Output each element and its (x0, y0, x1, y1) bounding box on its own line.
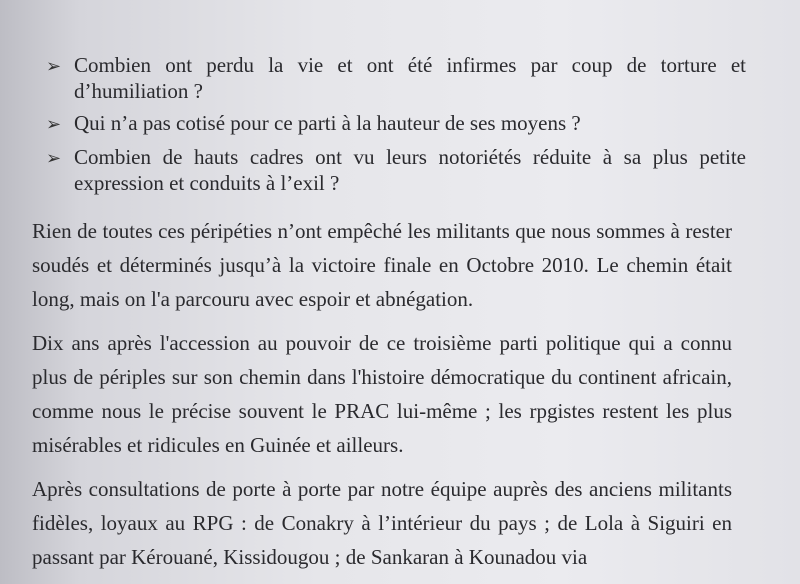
bullet-item (46, 110, 746, 138)
body-text (32, 214, 732, 584)
bullet-item (46, 52, 746, 104)
arrowhead-bullet-icon: ➢ (46, 148, 62, 168)
arrowhead-bullet-icon: ➢ (46, 114, 62, 134)
paragraph: Après consultations de porte à porte par notre équipe auprès des anciens militants fidèles, loyaux au RPG : de Conakry à l’intérieur du pays ; de Lola à Siguiri en passant par Kérouané, Kissidougou ; de Sankaran à Kounadou via (32, 477, 732, 569)
arrowhead-bullet-icon: ➢ (46, 56, 62, 76)
bullet-text: Combien de hauts cadres ont vu leurs notoriétés réduite à sa plus petite expression et conduits à l’exil ? (74, 145, 746, 195)
bullet-item (46, 144, 746, 196)
question-bullet-list (46, 52, 746, 202)
paragraph: Dix ans après l'accession au pouvoir de ce troisième parti politique qui a connu plus de périples sur son chemin dans l'histoire démocratique du continent africain, comme nous le précise souvent le PRAC lui-même ; les rpgistes restent les plus misérables et ridicules en Guinée et ailleurs. (32, 331, 732, 457)
bullet-text: Combien ont perdu la vie et ont été infirmes par coup de torture et d’humiliation ? (74, 53, 746, 103)
paragraph: Rien de toutes ces péripéties n’ont empêché les militants que nous sommes à rester soudés et déterminés jusqu’à la victoire finale en Octobre 2010. Le chemin était long, mais on l'a parcouru avec espoir et abnégation. (32, 219, 732, 311)
bullet-text: Qui n’a pas cotisé pour ce parti à la hauteur de ses moyens ? (74, 111, 581, 135)
